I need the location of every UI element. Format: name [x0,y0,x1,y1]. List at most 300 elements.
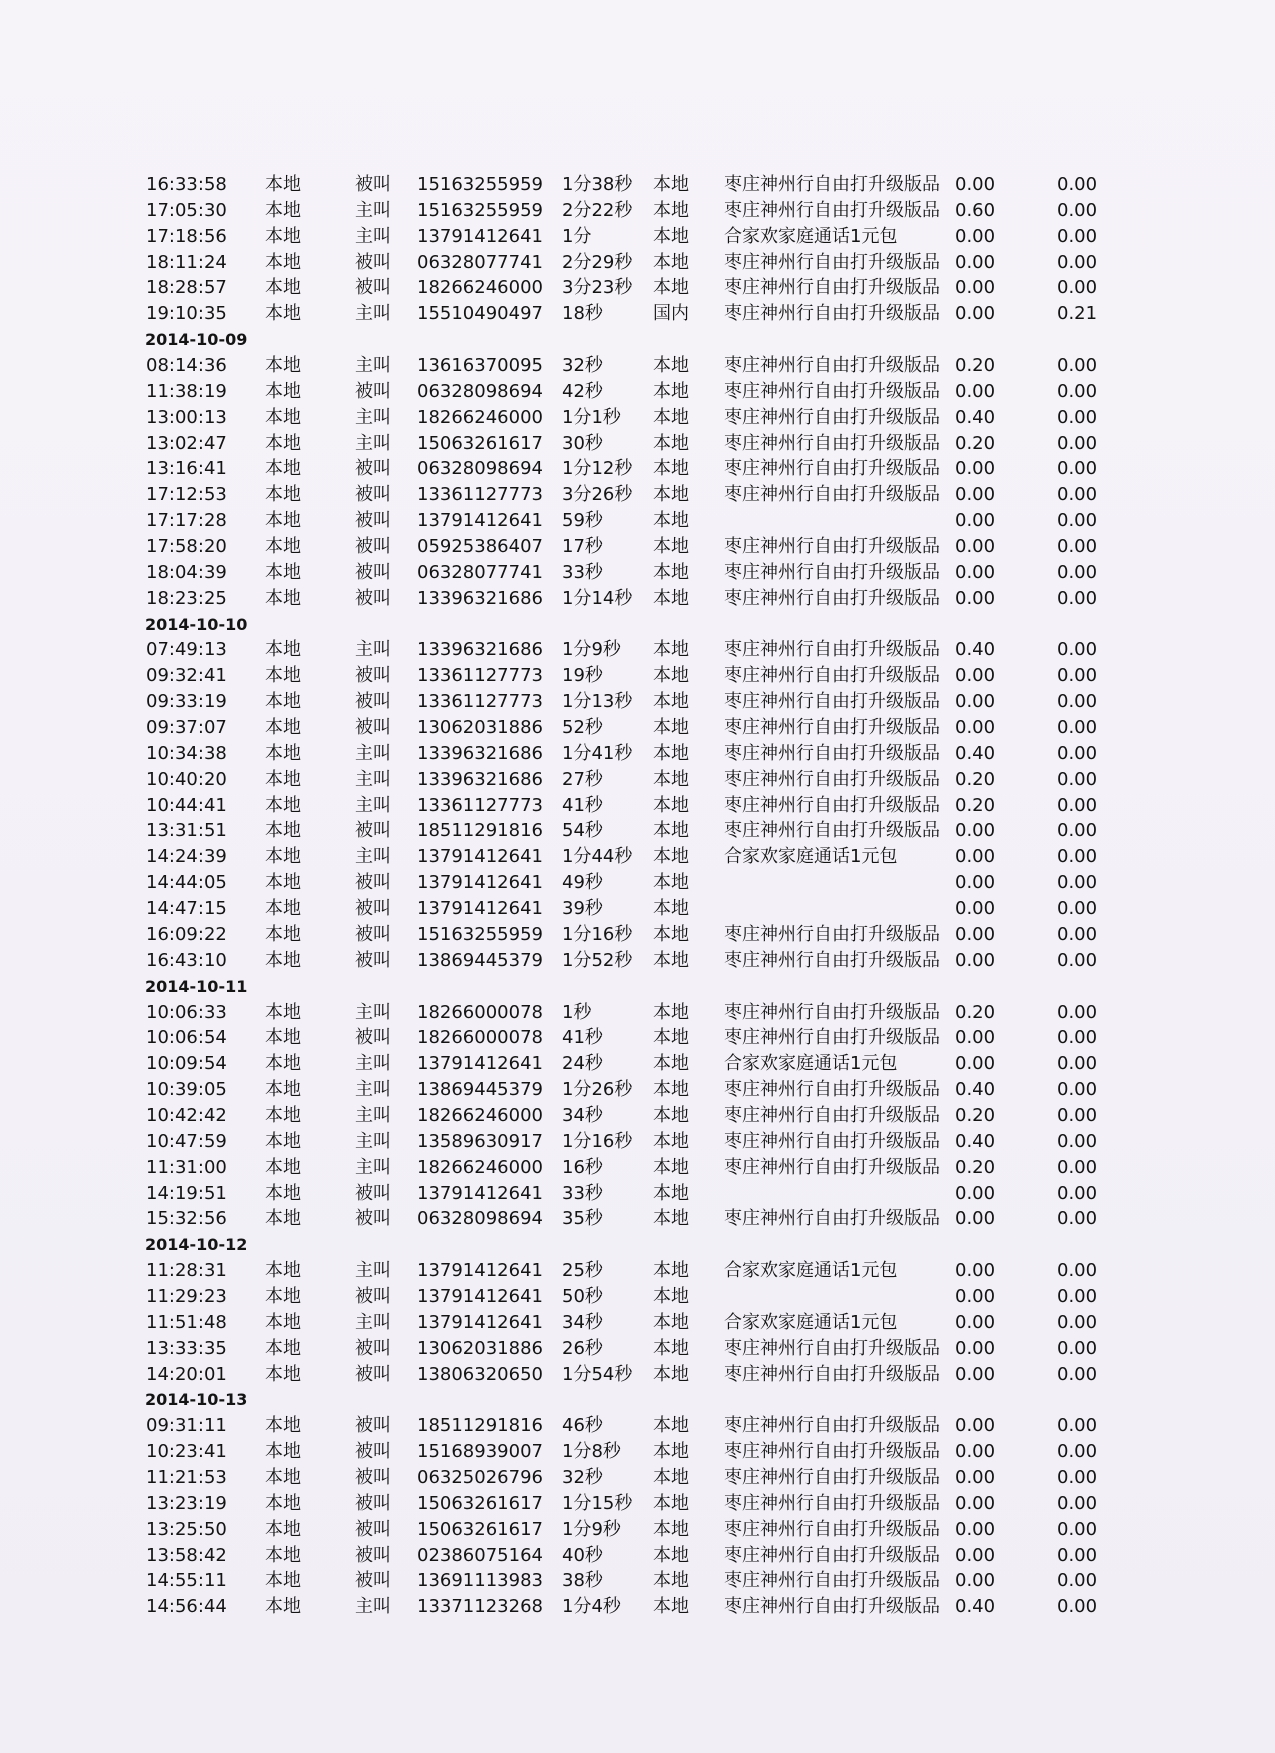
other-fee: 0.00 [1057,1079,1098,1101]
call-type: 主叫 [355,355,391,377]
call-area: 国内 [653,303,689,325]
call-duration: 50秒 [562,1285,603,1307]
call-time: 18:11:24 [146,251,227,273]
call-time: 17:18:56 [146,225,227,247]
package-name: 枣庄神州行自由打升级版品 [724,820,940,842]
package-name: 枣庄神州行自由打升级版品 [724,303,940,325]
package-name: 合家欢家庭通话1元包 [724,846,898,868]
call-duration: 19秒 [562,665,603,687]
call-location: 本地 [265,484,301,506]
call-type: 被叫 [355,1518,391,1540]
call-duration: 3分23秒 [562,277,633,299]
table-row [138,353,1118,379]
table-row [138,1465,1118,1491]
table-row [138,1413,1118,1439]
call-duration: 1分9秒 [562,639,621,661]
other-fee: 0.00 [1057,1285,1098,1307]
call-duration: 35秒 [562,1208,603,1230]
call-time: 09:37:07 [146,717,227,739]
call-type: 被叫 [355,949,391,971]
call-location: 本地 [265,1156,301,1178]
package-name: 枣庄神州行自由打升级版品 [724,1001,940,1023]
phone-number: 15063261617 [417,1492,543,1514]
phone-number: 13616370095 [417,355,543,377]
package-name: 枣庄神州行自由打升级版品 [724,1208,940,1230]
call-area: 本地 [653,251,689,273]
call-area: 本地 [653,484,689,506]
call-location: 本地 [265,406,301,428]
phone-number: 18266246000 [417,277,543,299]
phone-number: 13791412641 [417,1053,543,1075]
phone-number: 06328098694 [417,458,543,480]
other-fee: 0.00 [1057,561,1098,583]
call-type: 主叫 [355,1311,391,1333]
package-name: 枣庄神州行自由打升级版品 [724,1466,940,1488]
package-name: 枣庄神州行自由打升级版品 [724,1570,940,1592]
call-duration: 46秒 [562,1415,603,1437]
phone-number: 13791412641 [417,1285,543,1307]
call-time: 15:32:56 [146,1208,227,1230]
call-fee: 0.00 [955,484,996,506]
table-row [138,1491,1118,1517]
call-type: 被叫 [355,174,391,195]
call-location: 本地 [265,277,301,299]
phone-number: 13869445379 [417,1079,543,1101]
date-label: 2014-10-09 [145,330,248,350]
call-location: 本地 [265,587,301,609]
call-time: 19:10:35 [146,303,227,325]
call-duration: 1分16秒 [562,1130,633,1152]
call-duration: 1分44秒 [562,846,633,868]
call-location: 本地 [265,691,301,713]
call-area: 本地 [653,536,689,558]
table-row [138,844,1118,870]
table-row [138,1258,1118,1284]
table-row [138,896,1118,922]
call-location: 本地 [265,380,301,402]
call-location: 本地 [265,355,301,377]
call-fee: 0.00 [955,225,996,247]
phone-number: 15063261617 [417,432,543,454]
package-name: 枣庄神州行自由打升级版品 [724,199,940,221]
phone-number: 13589630917 [417,1130,543,1152]
call-duration: 1分15秒 [562,1492,633,1514]
package-name: 枣庄神州行自由打升级版品 [724,1518,940,1540]
other-fee: 0.00 [1057,277,1098,299]
call-location: 本地 [265,717,301,739]
package-name: 枣庄神州行自由打升级版品 [724,561,940,583]
call-fee: 0.20 [955,355,996,377]
call-fee: 0.00 [955,1311,996,1333]
call-type: 被叫 [355,484,391,506]
call-fee: 0.20 [955,432,996,454]
phone-number: 15510490497 [417,303,543,325]
call-area: 本地 [653,665,689,687]
table-row [138,715,1118,741]
call-fee: 0.00 [955,536,996,558]
call-time: 09:32:41 [146,665,227,687]
call-duration: 34秒 [562,1311,603,1333]
call-location: 本地 [265,199,301,221]
call-time: 11:31:00 [146,1156,227,1178]
call-duration: 1秒 [562,1001,592,1023]
call-duration: 1分 [562,225,592,247]
call-time: 16:43:10 [146,949,227,971]
call-type: 主叫 [355,1001,391,1023]
call-time: 13:00:13 [146,406,227,428]
call-location: 本地 [265,1079,301,1101]
call-area: 本地 [653,1570,689,1592]
call-type: 主叫 [355,768,391,790]
table-row [138,198,1118,224]
call-time: 10:06:33 [146,1001,227,1023]
other-fee: 0.00 [1057,1518,1098,1540]
call-type: 主叫 [355,1104,391,1126]
call-location: 本地 [265,846,301,868]
package-name: 枣庄神州行自由打升级版品 [724,587,940,609]
table-row [138,1155,1118,1181]
call-duration: 1分52秒 [562,949,633,971]
call-area: 本地 [653,768,689,790]
package-name: 枣庄神州行自由打升级版品 [724,768,940,790]
call-fee: 0.00 [955,587,996,609]
table-row [138,767,1118,793]
table-row [138,508,1118,534]
table-row [138,1025,1118,1051]
call-type: 被叫 [355,665,391,687]
call-time: 14:44:05 [146,872,227,894]
other-fee: 0.00 [1057,794,1098,816]
other-fee: 0.00 [1057,406,1098,428]
call-duration: 41秒 [562,794,603,816]
other-fee: 0.00 [1057,898,1098,920]
call-time: 18:04:39 [146,561,227,583]
date-header-row [138,1387,1118,1413]
call-area: 本地 [653,432,689,454]
package-name: 枣庄神州行自由打升级版品 [724,1079,940,1101]
call-time: 07:49:13 [146,639,227,661]
call-fee: 0.00 [955,1182,996,1204]
call-fee: 0.00 [955,898,996,920]
call-time: 08:14:36 [146,355,227,377]
call-fee: 0.00 [955,949,996,971]
table-row [138,1206,1118,1232]
call-duration: 1分8秒 [562,1441,621,1463]
call-area: 本地 [653,174,689,195]
call-type: 主叫 [355,846,391,868]
table-row [138,275,1118,301]
call-fee: 0.40 [955,1079,996,1101]
call-location: 本地 [265,536,301,558]
call-type: 被叫 [355,536,391,558]
call-duration: 38秒 [562,1570,603,1592]
package-name: 枣庄神州行自由打升级版品 [724,1415,940,1437]
call-area: 本地 [653,872,689,894]
call-time: 13:16:41 [146,458,227,480]
call-area: 本地 [653,458,689,480]
call-time: 11:28:31 [146,1260,227,1282]
call-type: 被叫 [355,1441,391,1463]
call-fee: 0.00 [955,380,996,402]
call-type: 被叫 [355,458,391,480]
call-location: 本地 [265,1415,301,1437]
call-area: 本地 [653,820,689,842]
call-time: 10:23:41 [146,1441,227,1463]
table-row [138,534,1118,560]
package-name: 合家欢家庭通话1元包 [724,1053,898,1075]
call-duration: 1分16秒 [562,923,633,945]
table-row [138,172,1118,198]
table-row [138,586,1118,612]
call-time: 14:19:51 [146,1182,227,1204]
call-location: 本地 [265,1208,301,1230]
table-row [138,1568,1118,1594]
table-row [138,1517,1118,1543]
call-type: 被叫 [355,898,391,920]
package-name: 枣庄神州行自由打升级版品 [724,1337,940,1359]
table-row [138,482,1118,508]
call-type: 被叫 [355,923,391,945]
call-area: 本地 [653,1130,689,1152]
call-time: 17:17:28 [146,510,227,532]
other-fee: 0.21 [1057,303,1098,325]
call-type: 被叫 [355,820,391,842]
call-location: 本地 [265,1027,301,1049]
call-type: 主叫 [355,639,391,661]
call-area: 本地 [653,949,689,971]
phone-number: 13791412641 [417,1311,543,1333]
call-type: 主叫 [355,225,391,247]
phone-number: 13791412641 [417,225,543,247]
other-fee: 0.00 [1057,1415,1098,1437]
phone-number: 13791412641 [417,846,543,868]
call-duration: 39秒 [562,898,603,920]
call-duration: 27秒 [562,768,603,790]
call-fee: 0.60 [955,199,996,221]
call-area: 本地 [653,1441,689,1463]
table-row [138,1362,1118,1388]
call-area: 本地 [653,1001,689,1023]
call-fee: 0.00 [955,1027,996,1049]
phone-number: 06328077741 [417,251,543,273]
call-type: 被叫 [355,717,391,739]
other-fee: 0.00 [1057,1027,1098,1049]
call-location: 本地 [265,1570,301,1592]
call-time: 10:34:38 [146,742,227,764]
call-fee: 0.40 [955,1130,996,1152]
call-fee: 0.40 [955,742,996,764]
other-fee: 0.00 [1057,1208,1098,1230]
call-fee: 0.40 [955,1596,996,1618]
phone-number: 13361127773 [417,484,543,506]
call-area: 本地 [653,1079,689,1101]
other-fee: 0.00 [1057,717,1098,739]
package-name: 枣庄神州行自由打升级版品 [724,406,940,428]
call-area: 本地 [653,794,689,816]
call-location: 本地 [265,1544,301,1566]
call-location: 本地 [265,432,301,454]
table-row [138,1000,1118,1026]
phone-number: 13396321686 [417,742,543,764]
call-fee: 0.00 [955,1208,996,1230]
call-area: 本地 [653,742,689,764]
call-location: 本地 [265,742,301,764]
other-fee: 0.00 [1057,1182,1098,1204]
table-row [138,1051,1118,1077]
phone-number: 13062031886 [417,1337,543,1359]
call-fee: 0.00 [955,1544,996,1566]
call-duration: 1分4秒 [562,1596,621,1618]
call-area: 本地 [653,1260,689,1282]
call-area: 本地 [653,1596,689,1618]
call-type: 被叫 [355,1208,391,1230]
call-type: 主叫 [355,406,391,428]
call-type: 主叫 [355,1156,391,1178]
date-label: 2014-10-13 [145,1390,248,1410]
other-fee: 0.00 [1057,665,1098,687]
call-duration: 1分14秒 [562,587,633,609]
call-location: 本地 [265,1182,301,1204]
call-area: 本地 [653,277,689,299]
call-area: 本地 [653,1027,689,1049]
call-type: 主叫 [355,303,391,325]
call-duration: 1分12秒 [562,458,633,480]
call-type: 被叫 [355,1027,391,1049]
other-fee: 0.00 [1057,587,1098,609]
call-area: 本地 [653,1208,689,1230]
call-location: 本地 [265,1492,301,1514]
phone-number: 15163255959 [417,199,543,221]
call-type: 被叫 [355,872,391,894]
other-fee: 0.00 [1057,1104,1098,1126]
phone-number: 05925386407 [417,536,543,558]
call-duration: 42秒 [562,380,603,402]
table-row [138,1310,1118,1336]
other-fee: 0.00 [1057,1337,1098,1359]
other-fee: 0.00 [1057,846,1098,868]
call-area: 本地 [653,1053,689,1075]
call-time: 13:33:35 [146,1337,227,1359]
call-area: 本地 [653,898,689,920]
other-fee: 0.00 [1057,1544,1098,1566]
other-fee: 0.00 [1057,1441,1098,1463]
call-duration: 3分26秒 [562,484,633,506]
call-area: 本地 [653,1492,689,1514]
call-area: 本地 [653,510,689,532]
call-area: 本地 [653,587,689,609]
call-duration: 54秒 [562,820,603,842]
call-area: 本地 [653,1518,689,1540]
call-time: 14:55:11 [146,1570,227,1592]
call-location: 本地 [265,458,301,480]
call-area: 本地 [653,1415,689,1437]
call-type: 主叫 [355,1130,391,1152]
call-fee: 0.00 [955,1285,996,1307]
call-fee: 0.00 [955,717,996,739]
call-type: 主叫 [355,742,391,764]
call-location: 本地 [265,1466,301,1488]
call-location: 本地 [265,1260,301,1282]
call-area: 本地 [653,1311,689,1333]
call-time: 16:33:58 [146,174,227,195]
call-time: 17:12:53 [146,484,227,506]
other-fee: 0.00 [1057,742,1098,764]
call-fee: 0.00 [955,303,996,325]
call-location: 本地 [265,923,301,945]
call-area: 本地 [653,355,689,377]
other-fee: 0.00 [1057,510,1098,532]
call-duration: 1分26秒 [562,1079,633,1101]
table-row [138,250,1118,276]
other-fee: 0.00 [1057,923,1098,945]
call-duration: 1分9秒 [562,1518,621,1540]
call-fee: 0.00 [955,277,996,299]
call-fee: 0.00 [955,458,996,480]
call-fee: 0.00 [955,1053,996,1075]
phone-number: 15163255959 [417,923,543,945]
phone-number: 13396321686 [417,639,543,661]
phone-number: 13791412641 [417,872,543,894]
call-location: 本地 [265,1053,301,1075]
call-duration: 59秒 [562,510,603,532]
table-row [138,431,1118,457]
phone-number: 18266246000 [417,1104,543,1126]
call-fee: 0.20 [955,768,996,790]
table-row [138,1284,1118,1310]
phone-number: 13869445379 [417,949,543,971]
call-location: 本地 [265,1130,301,1152]
package-name: 枣庄神州行自由打升级版品 [724,432,940,454]
call-area: 本地 [653,639,689,661]
call-type: 被叫 [355,1544,391,1566]
call-duration: 32秒 [562,355,603,377]
call-type: 被叫 [355,587,391,609]
phone-number: 06328098694 [417,1208,543,1230]
call-time: 10:42:42 [146,1104,227,1126]
call-area: 本地 [653,380,689,402]
phone-number: 13396321686 [417,587,543,609]
other-fee: 0.00 [1057,225,1098,247]
call-time: 11:38:19 [146,380,227,402]
table-row [138,1594,1118,1620]
call-time: 11:51:48 [146,1311,227,1333]
call-location: 本地 [265,1518,301,1540]
table-row [138,870,1118,896]
call-location: 本地 [265,768,301,790]
call-location: 本地 [265,251,301,273]
package-name: 枣庄神州行自由打升级版品 [724,277,940,299]
call-duration: 30秒 [562,432,603,454]
phone-number: 13791412641 [417,1182,543,1204]
other-fee: 0.00 [1057,432,1098,454]
other-fee: 0.00 [1057,1596,1098,1618]
phone-number: 18266246000 [417,406,543,428]
package-name: 枣庄神州行自由打升级版品 [724,742,940,764]
table-row [138,405,1118,431]
other-fee: 0.00 [1057,1363,1098,1385]
call-fee: 0.00 [955,1415,996,1437]
other-fee: 0.00 [1057,820,1098,842]
call-duration: 52秒 [562,717,603,739]
phone-number: 18266246000 [417,1156,543,1178]
other-fee: 0.00 [1057,380,1098,402]
package-name: 枣庄神州行自由打升级版品 [724,484,940,506]
call-type: 被叫 [355,1415,391,1437]
table-row [138,1543,1118,1569]
call-type: 被叫 [355,1363,391,1385]
other-fee: 0.00 [1057,1260,1098,1282]
call-location: 本地 [265,1363,301,1385]
